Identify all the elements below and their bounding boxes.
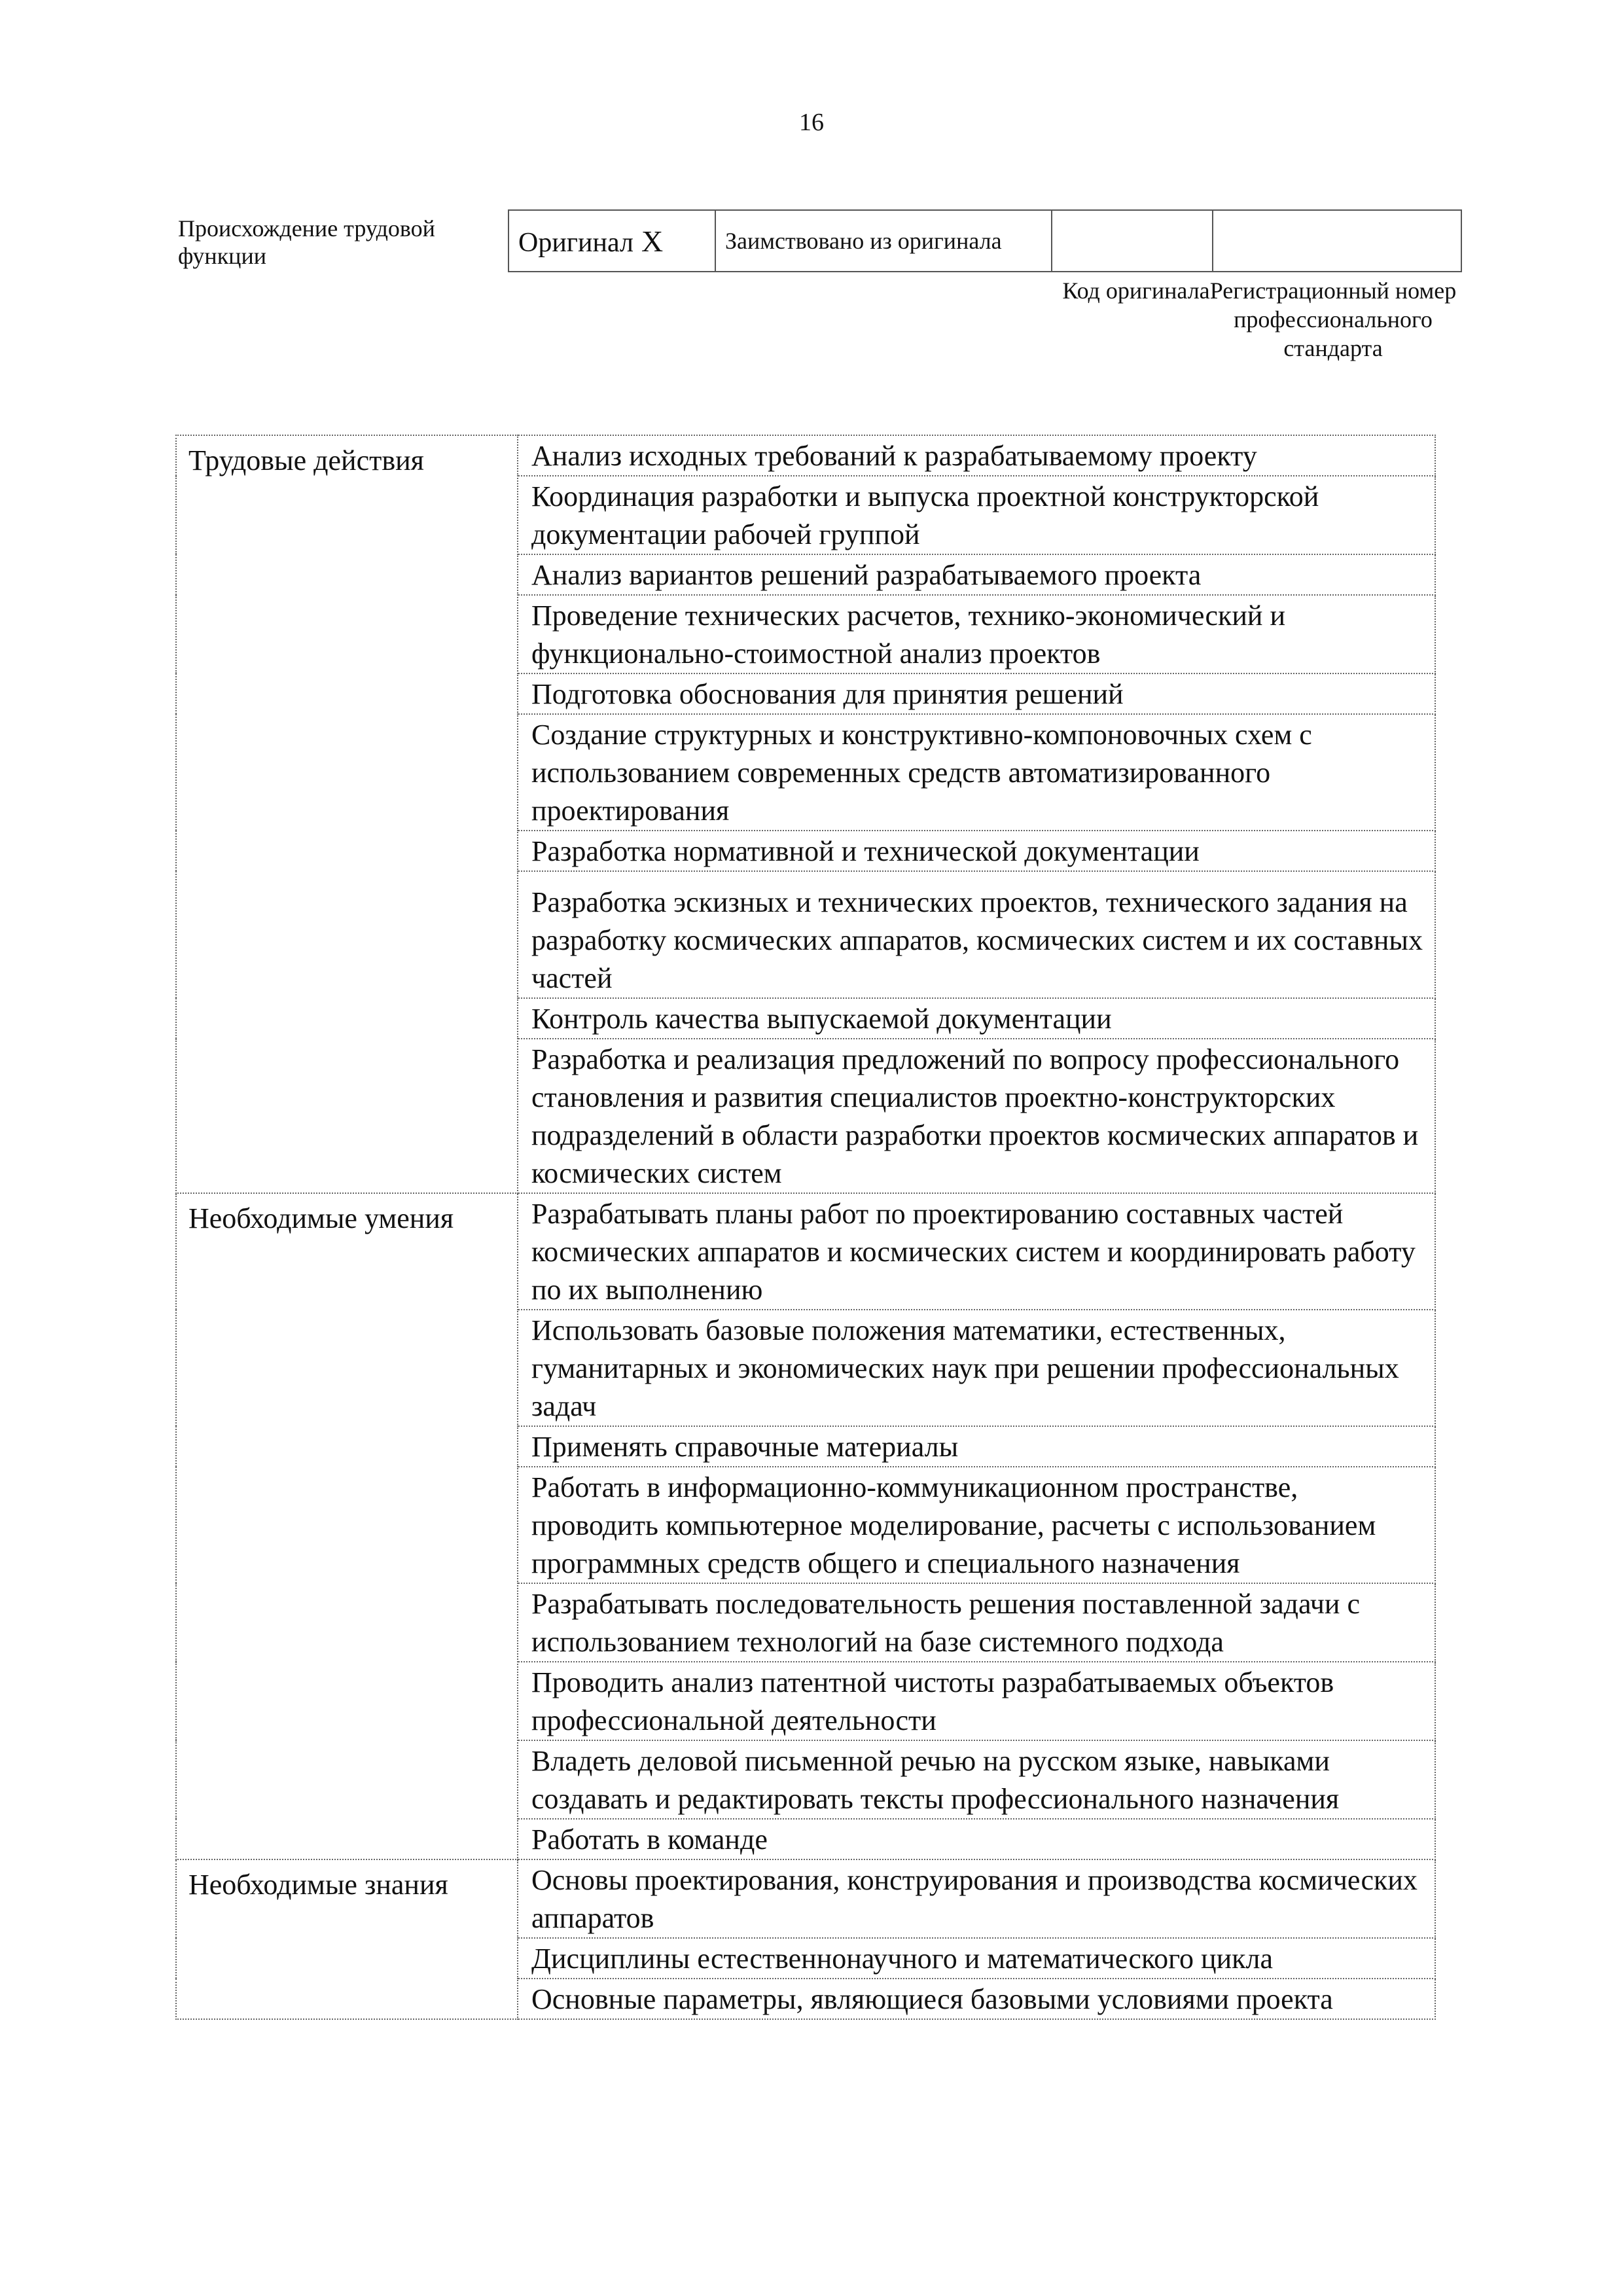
labor-actions-title: Трудовые действия <box>176 435 518 1193</box>
registration-number-caption: Регистрационный номер профессионального стандарта <box>1209 278 1457 361</box>
page-number: 16 <box>799 109 824 136</box>
table-row <box>176 435 1435 476</box>
labor-action-item: Разработка нормативной и технической документации <box>518 831 1435 871</box>
skill-item: Разрабатывать планы работ по проектированию составных частей космических аппаратов и космических систем и координировать работу по их выполнению <box>518 1193 1435 1310</box>
labor-action-item: Разработка и реализация предложений по вопросу профессионального становления и развития специалистов проектно-конструкторских подразделений в области разработки проектов космических аппаратов и космических систем <box>518 1039 1435 1193</box>
skill-item: Владеть деловой письменной речью на русском языке, навыками создавать и редактировать тексты профессионального назначения <box>518 1740 1435 1819</box>
required-skills-title: Необходимые умения <box>176 1193 518 1859</box>
skill-item: Работать в команде <box>518 1819 1435 1859</box>
labor-action-item: Подготовка обоснования для принятия решений <box>518 673 1435 714</box>
knowledge-item: Дисциплины естественнонаучного и математического цикла <box>518 1938 1435 1979</box>
origin-label: Происхождение трудовой функции <box>178 215 435 269</box>
function-details-table <box>175 435 1436 2020</box>
skill-item: Проводить анализ патентной чистоты разрабатываемых объектов профессиональной деятельности <box>518 1662 1435 1740</box>
original-cell <box>508 210 715 272</box>
labor-action-item: Контроль качества выпускаемой документации <box>518 998 1435 1039</box>
registration-number-cell <box>1213 210 1461 272</box>
table-row <box>176 1193 1435 1310</box>
origin-table <box>508 209 1462 272</box>
skill-item: Работать в информационно-коммуникационном пространстве, проводить компьютерное моделирование, расчеты с использованием программных средств общего и специального назначения <box>518 1467 1435 1583</box>
knowledge-item: Основные параметры, являющиеся базовыми условиями проекта <box>518 1979 1435 2019</box>
original-label: Оригинал <box>518 227 633 258</box>
skill-item: Использовать базовые положения математики, естественных, гуманитарных и экономических наук при решении профессиональных задач <box>518 1310 1435 1426</box>
skill-item: Разрабатывать последовательность решения поставленной задачи с использованием технологий на базе системного подхода <box>518 1583 1435 1662</box>
skill-item: Применять справочные материалы <box>518 1426 1435 1467</box>
original-code-caption: Код оригинала <box>1062 278 1210 304</box>
borrowed-cell: Заимствовано из оригинала <box>715 210 1052 272</box>
labor-action-item: Анализ исходных требований к разрабатываемому проекту <box>518 435 1435 476</box>
original-code-cell <box>1052 210 1213 272</box>
table-row <box>176 1859 1435 1938</box>
labor-action-item: Проведение технических расчетов, технико-экономический и функционально-стоимостной анализ проектов <box>518 595 1435 673</box>
labor-action-item: Анализ вариантов решений разрабатываемого проекта <box>518 554 1435 595</box>
original-mark: X <box>641 224 664 258</box>
labor-action-item: Создание структурных и конструктивно-компоновочных схем с использованием современных средств автоматизированного проектирования <box>518 714 1435 831</box>
labor-action-item: Координация разработки и выпуска проектной конструкторской документации рабочей группой <box>518 476 1435 554</box>
labor-action-item: Разработка эскизных и технических проектов, технического задания на разработку космических аппаратов, космических систем и их составных частей <box>518 871 1435 998</box>
knowledge-item: Основы проектирования, конструирования и производства космических аппаратов <box>518 1859 1435 1938</box>
required-knowledge-title: Необходимые знания <box>176 1859 518 2019</box>
